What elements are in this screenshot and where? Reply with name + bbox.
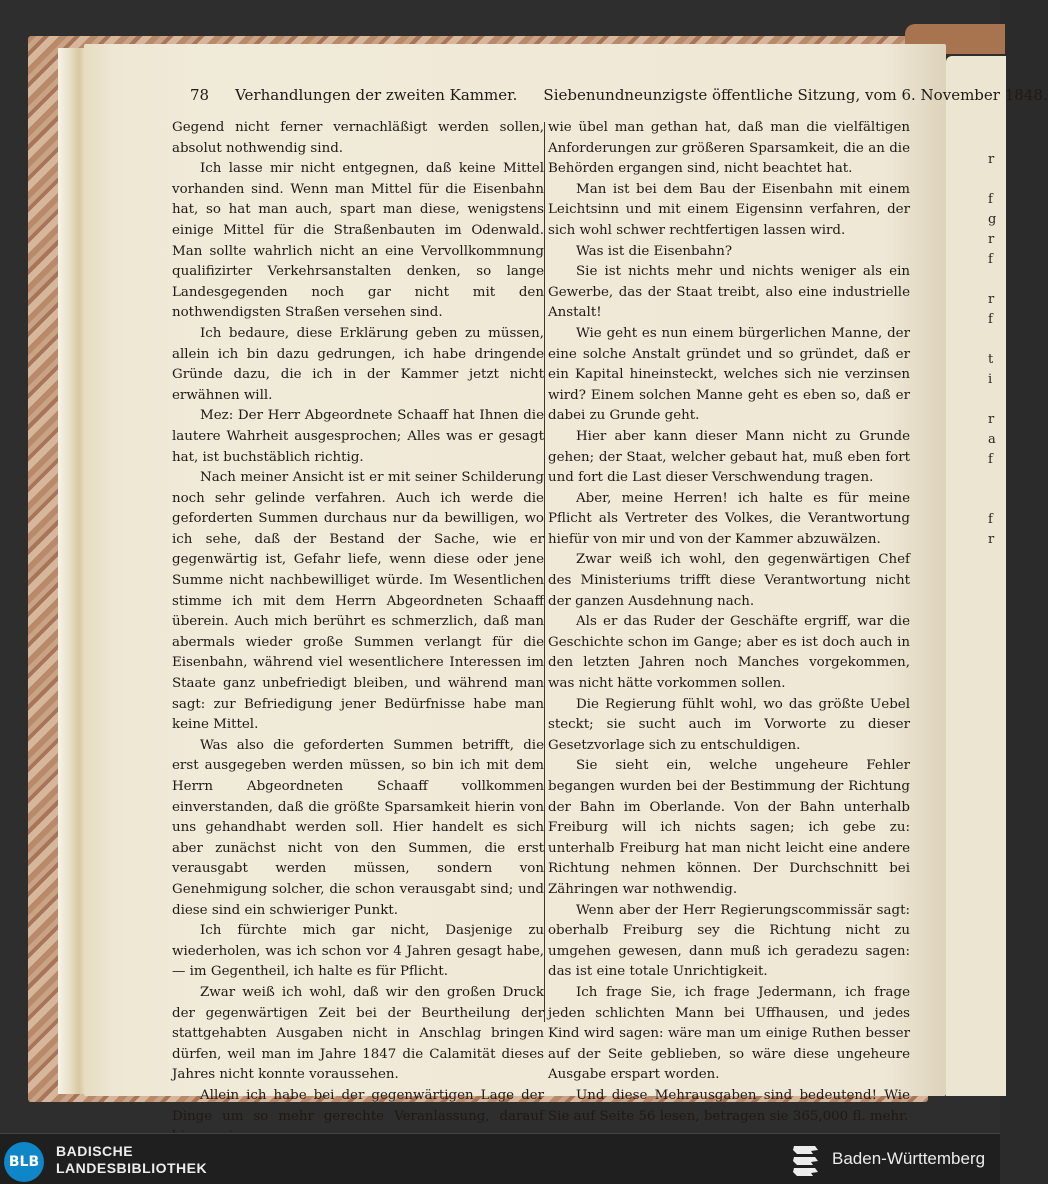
paragraph: Wenn aber der Herr Regierungscommissär sagt: oberhalb Freiburg sey die Richtung nicht zu umgehen gewesen, dann muß ich geradezu sagen: das ist eine totale Unrichtigkeit.: [548, 902, 910, 980]
state-name[interactable]: Baden-Württemberg: [832, 1149, 986, 1168]
column-divider: [544, 122, 545, 1022]
library-name-line2: LANDESBIBLIOTHEK: [56, 1160, 208, 1176]
paragraph: Hier aber kann dieser Mann nicht zu Grunde gehen; der Staat, welcher gebaut hat, muß eben fort und fort die Last dieser Verschwendung tragen.: [548, 428, 910, 486]
paragraph: Aber, meine Herren! ich halte es für meine Pflicht als Vertreter des Volkes, die Verantwortung hiefür von mir und von der Kammer abzuwälzen.: [548, 490, 910, 547]
paragraph: Als er das Ruder der Geschäfte ergriff, war die Geschichte schon im Gange; aber es ist doch auch in den letzten Jahren noch Manches vorgekommen, was nicht hätte vorkommen sollen.: [548, 614, 910, 692]
paragraph: Ich lasse mir nicht entgegnen, daß keine Mittel vorhanden sind. Wenn man Mittel für die Eisenbahn hat, so hat man auch, spart man diese, wenigstens einige Mittel für die Straßenbauten im Odenwald. Man sollte wahrlich nicht an eine Vervollkommnung qualifizirter Verkehrsanstalten denken, so lange Landesgegenden noch gar nicht mit den nothwendigsten Straßen versehen sind.: [172, 161, 544, 321]
viewer-footer: [0, 1133, 1000, 1184]
paragraph: Mez: Der Herr Abgeordnete Schaaff hat Ihnen die lautere Wahrheit ausgesprochen; Alles was er gesagt hat, ist buchstäblich richtig.: [172, 408, 544, 465]
library-name-line1: BADISCHE: [56, 1143, 134, 1159]
header-title: Verhandlungen der zweiten Kammer.: [235, 86, 518, 104]
paragraph: Sie sieht ein, welche ungeheure Fehler begangen wurden bei der Bestimmung der Richtung der Bahn im Oberlande. Von der Bahn unterhalb Freiburg will ich nichts sagen; ich gebe zu: unterhalb Freiburg hat man nicht leicht eine andere Richtung nehmen können. Der Durchschnitt bei Zähringen war nothwendig.: [548, 758, 910, 897]
header-session: Siebenundneunzigste öffentliche Sitzung, vom 6. November 1848.: [543, 86, 1048, 104]
paragraph: Man ist bei dem Bau der Eisenbahn mit einem Leichtsinn und mit einem Eigensinn verfahren, der sich wohl schwer rechtfertigen lassen wird.: [548, 181, 910, 238]
library-name[interactable]: [56, 1143, 207, 1177]
paragraph: Sie ist nichts mehr und nichts weniger als ein Gewerbe, das der Staat treibt, also eine industrielle Anstalt!: [548, 264, 910, 321]
paragraph: Ich frage Sie, ich frage Jedermann, ich frage jeden schlichten Mann bei Uffhausen, und jedes Kind wird sagen: wäre man um einige Ruthen besser auf der Seite geblieben, so wäre diese ungeheure Ausgabe erspart worden.: [548, 984, 910, 1083]
paragraph: Wie geht es nun einem bürgerlichen Manne, der eine solche Anstalt gründet und so gründet, daß er ein Kapital hineinsteckt, welches sich nie verzinsen wird? Einem solchen Manne geht es eben so, daß er dabei zu Grunde geht.: [548, 325, 910, 424]
page-number: 78: [190, 86, 210, 104]
paragraph: Was also die geforderten Summen betrifft, die erst ausgegeben werden müssen, so bin ich mit dem Herrn Abgeordneten Schaaff vollkommen einverstanden, daß die größte Sparsamkeit hierin von uns gehandhabt werden soll. Hier handelt es sich aber zunächst nicht von den Summen, die erst verausgabt werden müssen, sondern von Genehmigung solcher, die schon verausgabt sind; und diese sind ein schwieriger Punkt.: [172, 737, 544, 918]
paragraph: Allein ich habe bei der gegenwärtigen Lage der Dinge um so mehr gerechte Veranlassung, darauf: [172, 1087, 544, 1124]
paragraph: Und diese Mehrausgaben sind bedeutend! Wie Sie auf Seite 56 lesen, betragen sie 365,000 fl. mehr.: [548, 1087, 910, 1124]
paragraph: Zwar weiß ich wohl, daß wir den großen Druck der gegenwärtigen Zeit bei der Beurtheilung der stattgehabten Ausgaben nicht in Anschlag bringen dürfen, weil man im Jahre 1847 die Calamität dieses Jahres nicht konnte voraussehen.: [172, 984, 544, 1083]
paragraph: wie übel man gethan hat, daß man die vielfältigen Anforderungen zur größeren Sparsamkeit, die an die Behörden ergangen sind, nicht beachtet hat.: [548, 120, 910, 177]
right-column: [548, 118, 910, 1127]
paragraph: Was ist die Eisenbahn?: [576, 243, 732, 259]
paragraph: Nach meiner Ansicht ist er mit seiner Schilderung noch sehr gelinde verfahren. Auch ich werde die geforderten Summen durchaus nur da bewilligen, wo ich sehe, daß der Bestand der Sache, wie er gegenwärtig ist, Gefahr liefe, wenn diese oder jene Summe nicht nachbewilliget würde. Im Wesentlichen stimme ich mit dem Herrn Abgeordneten Schaaff überein. Auch mich berührt es schmerzlich, daß man abermals wieder große Summen verlangt für die Eisenbahn, während viel wesentlichere Interessen im Staate ganz unbefriedigt bleiben, und während man sagt: zur Befriedigung jener Bedürfnisse habe man keine Mittel.: [172, 470, 544, 733]
left-column: [172, 118, 544, 1148]
page-header: [190, 86, 1048, 104]
paragraph: Ich fürchte mich gar nicht, Dasjenige zu wiederholen, was ich schon vor 4 Jahren gesagt habe, — im Gegentheil, ich halte es für Pflicht.: [172, 923, 544, 980]
facing-page-fragments: r f g r f r f t i r a f f r: [988, 152, 997, 547]
paragraph: Zwar weiß ich wohl, den gegenwärtigen Chef des Ministeriums trifft diese Verantwortung nicht der ganzen Ausdehnung nach.: [548, 552, 910, 609]
paragraph: Ich bedaure, diese Erklärung geben zu müssen, allein ich bin dazu gedrungen, ich habe dringende Gründe dazu, die ich in der Kammer jetzt nicht erwähnen will.: [172, 325, 544, 403]
paragraph: Die Regierung fühlt wohl, wo das größte Uebel steckt; sie sucht auch im Vorworte zu dieser Gesetzvorlage sich zu entschuldigen.: [548, 696, 910, 753]
paragraph: Gegend nicht ferner vernachläßigt werden sollen, absolut nothwendig sind.: [172, 120, 544, 156]
blb-logo[interactable]: BLB: [4, 1142, 44, 1182]
baden-wuerttemberg-lions-icon: [791, 1142, 821, 1178]
